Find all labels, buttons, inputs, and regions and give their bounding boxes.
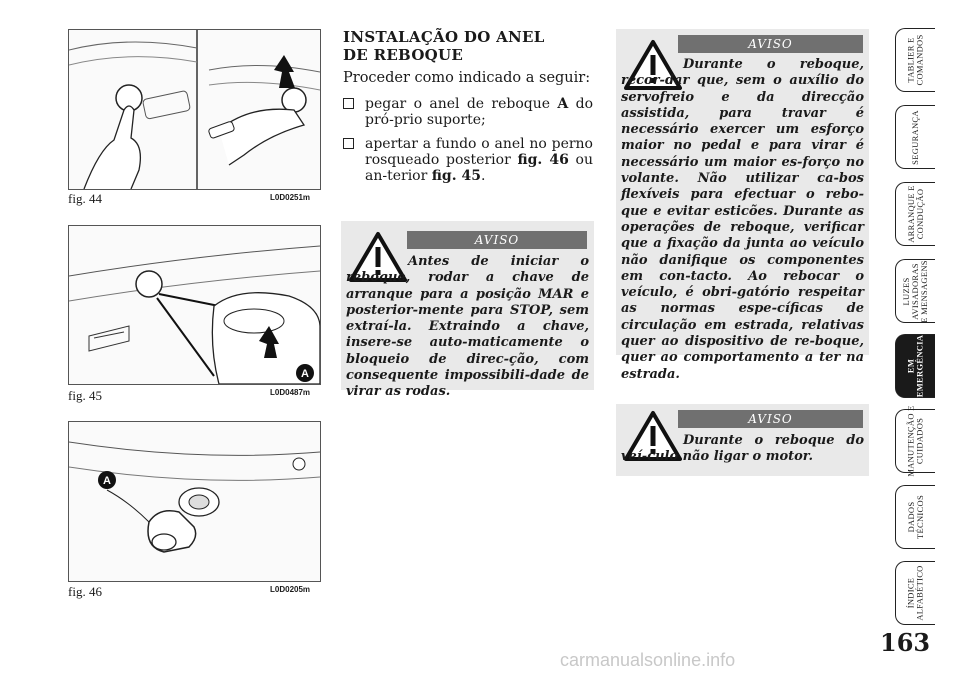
figure-46-caption: fig. 46 <box>68 584 102 599</box>
figure-44-caption: fig. 44 <box>68 191 102 206</box>
step-item: apertar a fundo o anel no perno rosqueado posterior fig. 46 ou an-terior fig. 45. <box>343 136 593 184</box>
figure-45-label-a: A <box>301 368 309 380</box>
figure-45-code: L0D0487m <box>270 388 311 397</box>
steps-list <box>343 96 593 192</box>
warning-heading: AVISO <box>678 410 863 428</box>
section-intro: Proceder como indicado a seguir: <box>343 70 591 86</box>
warning-heading: AVISO <box>678 35 863 53</box>
warning-heading: AVISO <box>407 231 587 249</box>
warning-text: Durante o reboque, recor-dar que, sem o auxílio do servofreio e da direcção assistida, para travar é necessário exercer um esforço maior no pedal e para virar é necessário um maior es-forço no volante. Não utilizar ca-bos flexíveis para efectuar o rebo-que e evitar esticões. Durante as operações de reboque, verificar que a fixação da junta ao veículo não danifique os componentes em con-tacto. Ao rebocar o veículo, é obri-gatório respeitar as normas espe-cíficas de circulação em estrada, relativas quer ao dispositivo de re-boque, quer ao comportamento a ter na estrada. <box>621 57 864 382</box>
figure-45-caption: fig. 45 <box>68 388 102 403</box>
tab-dados-tecnicos[interactable]: DADOS TÉCNICOS <box>895 485 935 549</box>
warning-text: Antes de iniciar o reboque, rodar a chave de arranque para a posição MAR e posterior-mente para STOP, sem extraí-la. Extraindo a chave, insere-se auto-maticamente o bloqueio de direc-ção, com consequente impossibili-dade de virar as rodas. <box>346 254 589 400</box>
figure-44 <box>68 29 321 190</box>
section-title-line-1: INSTALAÇÃO DO ANEL <box>343 28 545 46</box>
warning-box-engine <box>616 404 869 476</box>
towing-ring-removal-illustration <box>69 30 320 189</box>
figure-45 <box>68 225 321 385</box>
front-tow-point-illustration <box>69 422 320 581</box>
page-number: 163 <box>880 628 931 657</box>
watermark: carmanualsonline.info <box>560 650 736 670</box>
warning-text: Durante o reboque do veí-culo não ligar o motor. <box>621 433 864 465</box>
tab-arranque-conducao[interactable]: ARRANQUE E CONDUÇÃO <box>895 182 935 246</box>
section-title <box>343 28 545 64</box>
tab-em-emergencia[interactable]: EM EMERGÊNCIA <box>895 334 935 398</box>
tab-luzes-avisadoras[interactable]: LUZES AVISADORAS E MENSAGENS <box>895 259 935 323</box>
tab-indice-alfabetico[interactable]: ÍNDICE ALFABÉTICO <box>895 561 935 625</box>
figure-44-code: L0D0251m <box>270 193 311 202</box>
tab-tablier-comandos[interactable]: TABLIER E COMANDOS <box>895 28 935 92</box>
warning-box-ignition <box>341 221 594 400</box>
figure-46-label-a: A <box>103 475 111 487</box>
checkbox-bullet-icon <box>343 98 354 109</box>
warning-box-towing <box>616 29 869 382</box>
section-title-line-2: DE REBOQUE <box>343 46 464 64</box>
figure-46 <box>68 421 321 582</box>
rear-tow-point-illustration <box>69 226 320 384</box>
tab-seguranca[interactable]: SEGURANÇA <box>895 105 935 169</box>
step-item: pegar o anel de reboque A do pró-prio suporte; <box>343 96 593 128</box>
checkbox-bullet-icon <box>343 138 354 149</box>
figure-46-code: L0D0205m <box>270 585 311 594</box>
tab-manutencao-cuidados[interactable]: MANUTENÇÃO E CUIDADOS <box>895 409 935 473</box>
